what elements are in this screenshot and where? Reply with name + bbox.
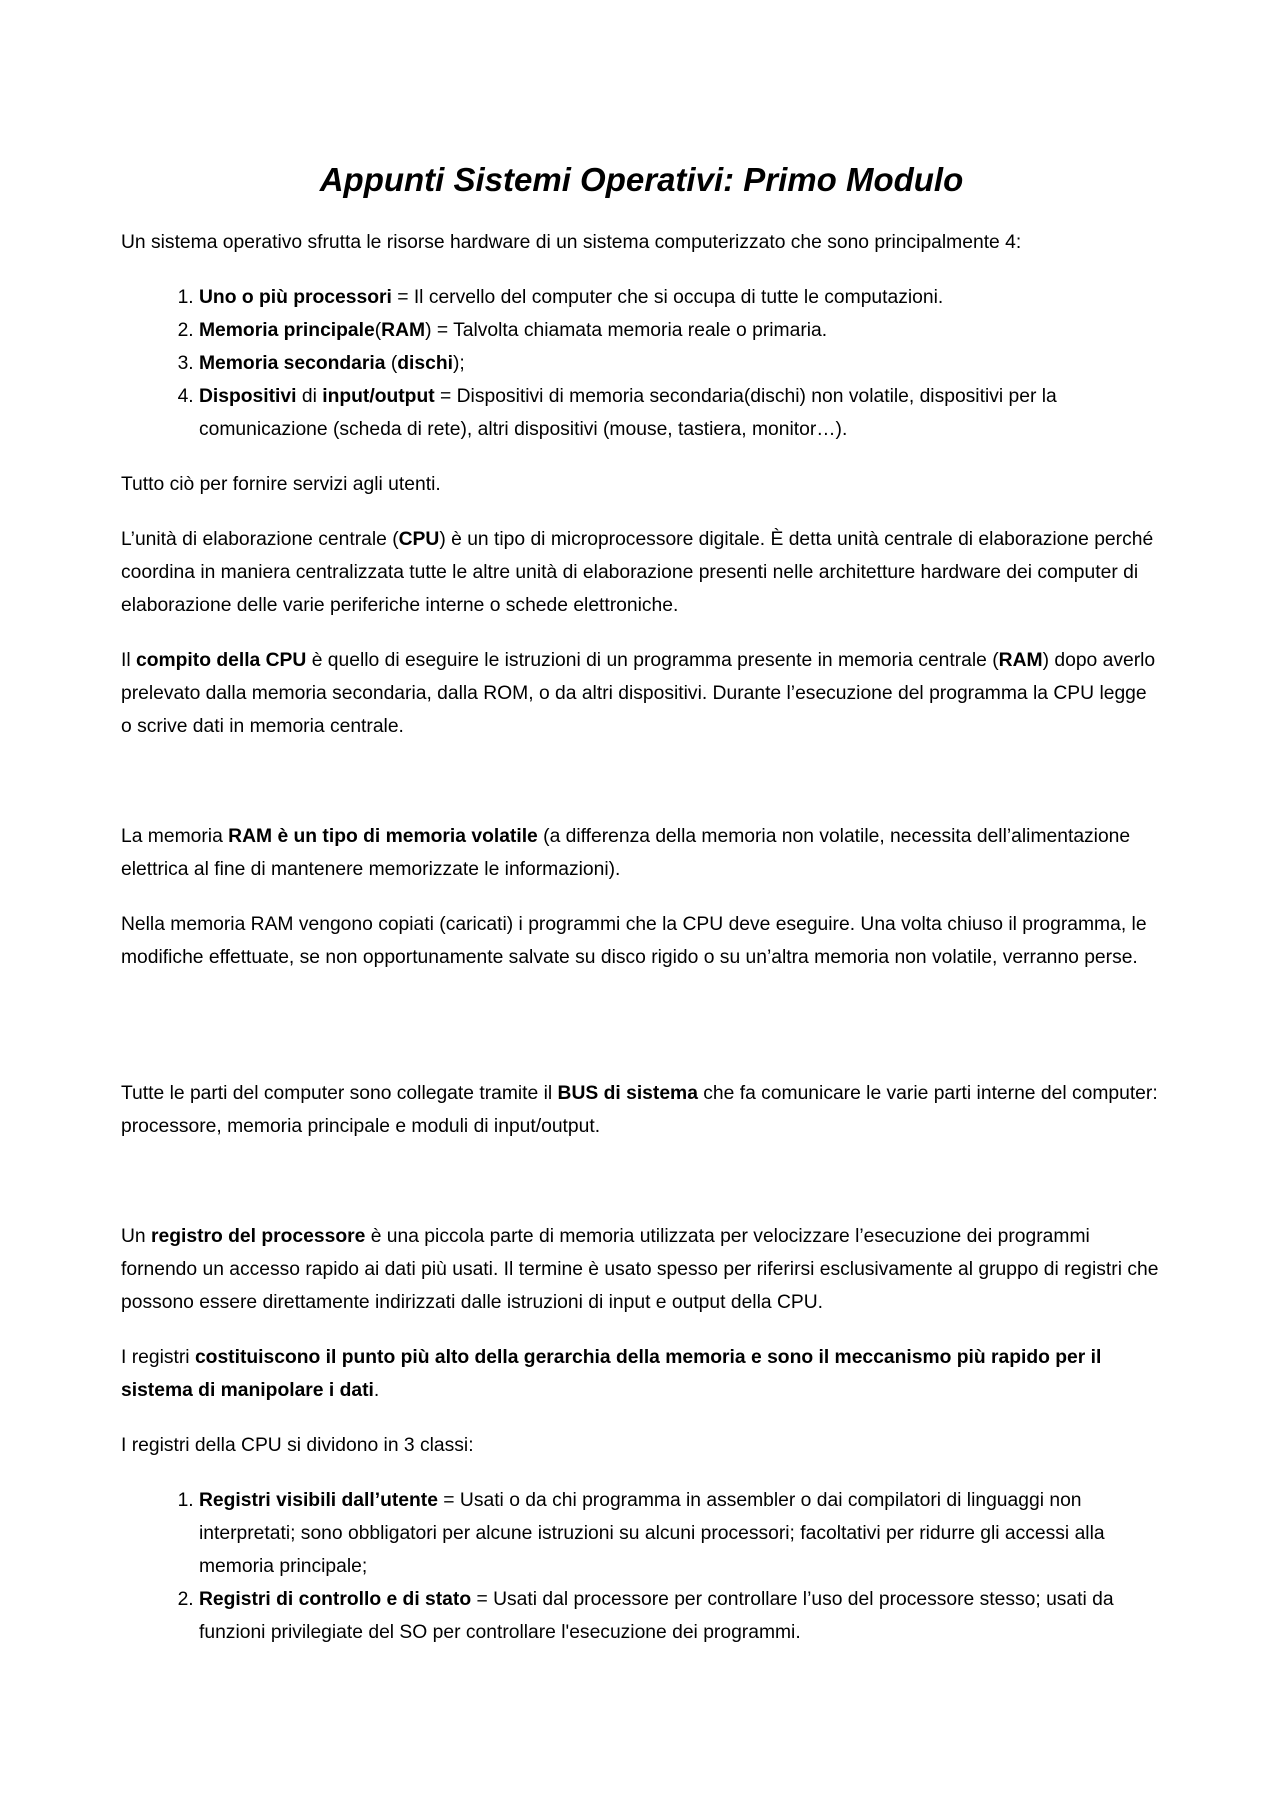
term-control-status-registers: Registri di controllo e di stato <box>199 1589 472 1610</box>
register-classes-list <box>121 1484 1162 1649</box>
term-main-memory: Memoria principale <box>199 320 375 341</box>
services-paragraph: Tutto ciò per fornire servizi agli utenti. <box>121 474 441 495</box>
blank-space <box>121 1165 1162 1220</box>
register-paragraph: Un registro del processore è una piccola parte di memoria utilizzata per velocizzare l’esecuzione dei programmi fornendo un accesso rapido ai dati più usati. Il termine è usato spesso per riferirsi esclusivamente al gruppo di registri che possono essere direttamente indirizzati dalle istruzioni di input e output della CPU. <box>121 1226 1159 1313</box>
blank-space <box>121 996 1162 1077</box>
list-item: 2. Memoria principale(RAM) = Talvolta chiamata memoria reale o primaria. <box>199 314 1162 347</box>
term-user-visible-registers: Registri visibili dall’utente <box>199 1490 438 1511</box>
term-devices: Dispositivi <box>199 386 297 407</box>
term-secondary-memory: Memoria secondaria <box>199 353 386 374</box>
term-processors: Uno o più processori <box>199 287 392 308</box>
blank-space <box>121 765 1162 820</box>
cpu-paragraph: L’unità di elaborazione centrale (CPU) è un tipo di microprocessore digitale. È detta unità centrale di elaborazione perché coordina in maniera centralizzata tutte le altre unità di elaborazione presenti nelle architetture hardware dei computer di elaborazione delle varie periferiche interne o schede elettroniche. <box>121 529 1154 616</box>
hardware-resources-list <box>121 281 1162 446</box>
list-item: 4. Dispositivi di input/output = Dispositivi di memoria secondaria(dischi) non volatile, dispositivi per la comunicazione (scheda di rete), altri dispositivi (mouse, tastiera, monitor…). <box>199 380 1162 446</box>
register-classes-intro: I registri della CPU si dividono in 3 classi: <box>121 1435 474 1456</box>
intro-paragraph: Un sistema operativo sfrutta le risorse hardware di un sistema computerizzato che sono principalmente 4: <box>121 232 1022 253</box>
bus-paragraph: Tutte le parti del computer sono collegate tramite il BUS di sistema che fa comunicare le varie parti interne del computer: processore, memoria principale e moduli di input/output. <box>121 1083 1158 1137</box>
cpu-task-paragraph: Il compito della CPU è quello di eseguire le istruzioni di un programma presente in memoria centrale (RAM) dopo averlo prelevato dalla memoria secondaria, dalla ROM, o da altri dispositivi. Durante l’esecuzione del programma la CPU legge o scrive dati in memoria centrale. <box>121 650 1156 737</box>
list-item: 1. Uno o più processori = Il cervello del computer che si occupa di tutte le computazioni. <box>199 281 1162 314</box>
list-item: 3. Memoria secondaria (dischi); <box>199 347 1162 380</box>
registers-top-paragraph: I registri costituiscono il punto più alto della gerarchia della memoria e sono il meccanismo più rapido per il sistema di manipolare i dati. <box>121 1347 1102 1401</box>
document-title: Appunti Sistemi Operativi: Primo Modulo <box>319 161 964 198</box>
ram-programs-paragraph: Nella memoria RAM vengono copiati (caricati) i programmi che la CPU deve eseguire. Una volta chiuso il programma, le modifiche effettuate, se non opportunamente salvate su disco rigido o su un’altra memoria non volatile, verranno perse. <box>121 914 1147 968</box>
list-item: 2. Registri di controllo e di stato = Usati dal processore per controllare l’uso del processore stesso; usati da funzioni privilegiate del SO per controllare l'esecuzione dei programmi. <box>199 1583 1162 1649</box>
list-item: 1. Registri visibili dall’utente = Usati o da chi programma in assembler o dai compilatori di linguaggi non interpretati; sono obbligatori per alcune istruzioni su alcuni processori; facoltativi per ridurre gli accessi alla memoria principale; <box>199 1484 1162 1583</box>
ram-paragraph: La memoria RAM è un tipo di memoria volatile (a differenza della memoria non volatile, necessita dell’alimentazione elettrica al fine di mantenere memorizzate le informazioni). <box>121 826 1131 880</box>
